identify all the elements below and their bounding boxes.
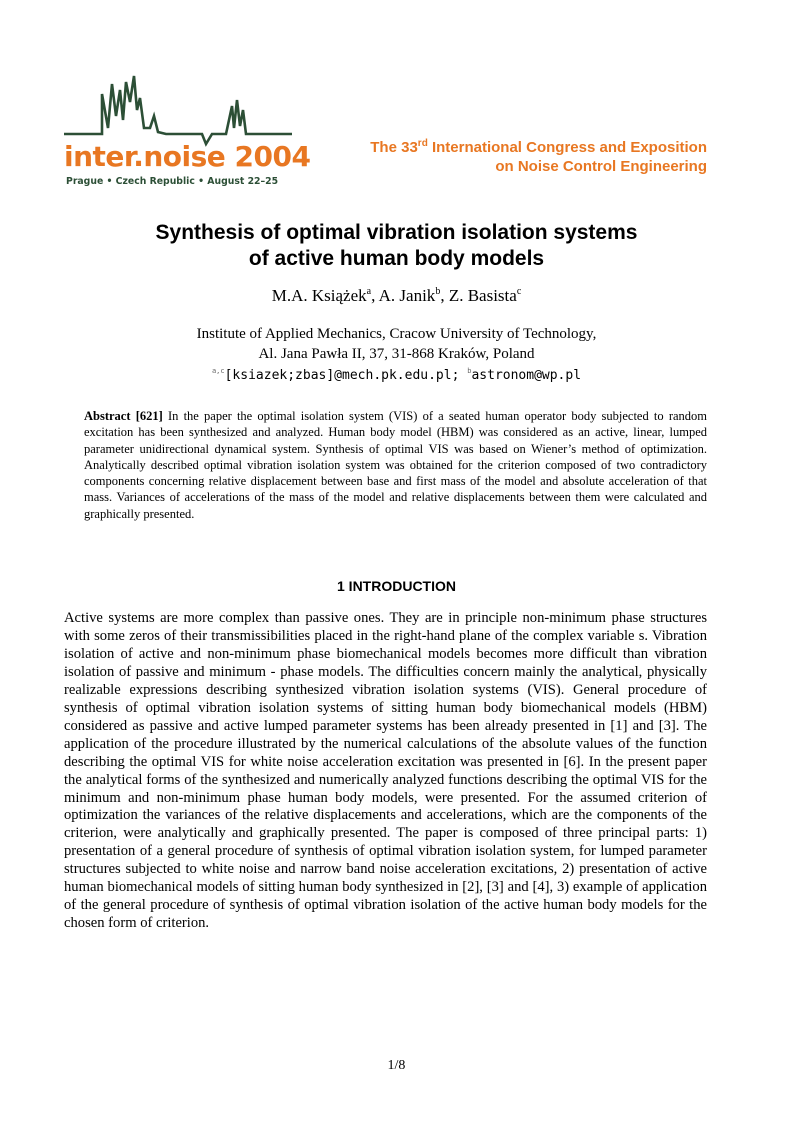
logo-subtitle: Prague • Czech Republic • August 22–25 — [66, 176, 279, 187]
skyline-waveform-icon — [62, 70, 294, 150]
congress-line-1: The 33rd International Congress and Exposition — [370, 138, 707, 156]
conference-logo — [62, 70, 311, 192]
email-link[interactable]: [ksiazek;zbas]@mech.pk.edu.pl; — [224, 368, 460, 383]
author: A. Janik — [378, 286, 436, 305]
congress-line-2: on Noise Control Engineering — [495, 158, 707, 175]
introduction-paragraph: Active systems are more complex than passive ones. They are in principle non-minimum phase structures with some zeros of their transmissibilities placed in the right-hand plane of the complex variable s. Vibration isolation of active and non-minimum phase biomechanical models becomes more difficult than vibration isolation of passive and minimum - phase models. The difficulties concern mainly the analytical, physically realizable expressions describing synthesized vibration isolation systems (VIS). General procedure of synthesis of optimal vibration isolation systems of sitting human body biomechanical models (HBM) considered as passive and active lumped parameter systems has been already presented in [1] and [3]. The application of the procedure illustrated by the numerical calculations of the absolute values of the function describing the optimal VIS for white noise acceleration excitation was presented in [6]. In the present paper the analytical forms of the synthesized and numerically analyzed functions describing the optimal VIS for the minimum and non-minimum phase human body models, were presented. For the assumed criterion of optimization the variances of the relative displacements and accelerations, which are the components of the criterion, were analytically and graphically presented. The paper is composed of three principal parts: 1) presentation of a general procedure of synthesis of optimal vibration isolation system, for lumped parameter structures subjected to white noise and narrow band noise acceleration excitations, 2) presentation of active human biomechanical models of sitting human body synthesized in [2], [3] and [4], 3) example of application of the general procedure of synthesis of optimal vibration isolation of the active human body models for the chosen form of criterion. — [64, 610, 707, 932]
abstract — [84, 408, 707, 522]
author: Z. Basista — [448, 286, 517, 305]
affiliation: Institute of Applied Mechanics, Cracow University of Technology, Al. Jana Pawła II, 37, 31-868 Kraków, Poland — [196, 326, 597, 362]
abstract-text: In the paper the optimal isolation system (VIS) of a seated human operator body subjected to random excitation has been synthesized and analyzed. Human body model (HBM) was considered as an active, linear, lumped parameter unidirectional dynamical system. Synthesis of optimal VIS was based on Wiener’s method of optimization. Analytically described optimal vibration isolation system was obtained for the criterion composed of two contradictory components concerning relative displacement between base and first mass of the model and absolute acceleration of that mass. Variances of accelerations of the mass of the model and relative displacements between them were calculated and graphically presented. — [84, 409, 708, 521]
congress-header — [370, 138, 707, 176]
author: M.A. Książek — [271, 286, 367, 305]
email-link[interactable]: astronom@wp.pl — [471, 368, 582, 383]
author-emails: $^{a,c}$[ksiazek;zbas]@mech.pk.edu.pl; $^b$astronom@wp.pl — [211, 367, 582, 383]
logo-wordmark: inter.noise 2004 — [64, 140, 311, 173]
section-heading: 1 INTRODUCTION — [337, 578, 456, 594]
page-number: 1/8 — [387, 1058, 406, 1073]
paper-title: Synthesis of optimal vibration isolation systems of active human body models — [155, 221, 638, 270]
abstract-label: Abstract [621] — [84, 409, 163, 423]
author-list: M.A. Książek$^a$, A. Janik$^b$, Z. Basista$^c$ — [271, 286, 522, 305]
